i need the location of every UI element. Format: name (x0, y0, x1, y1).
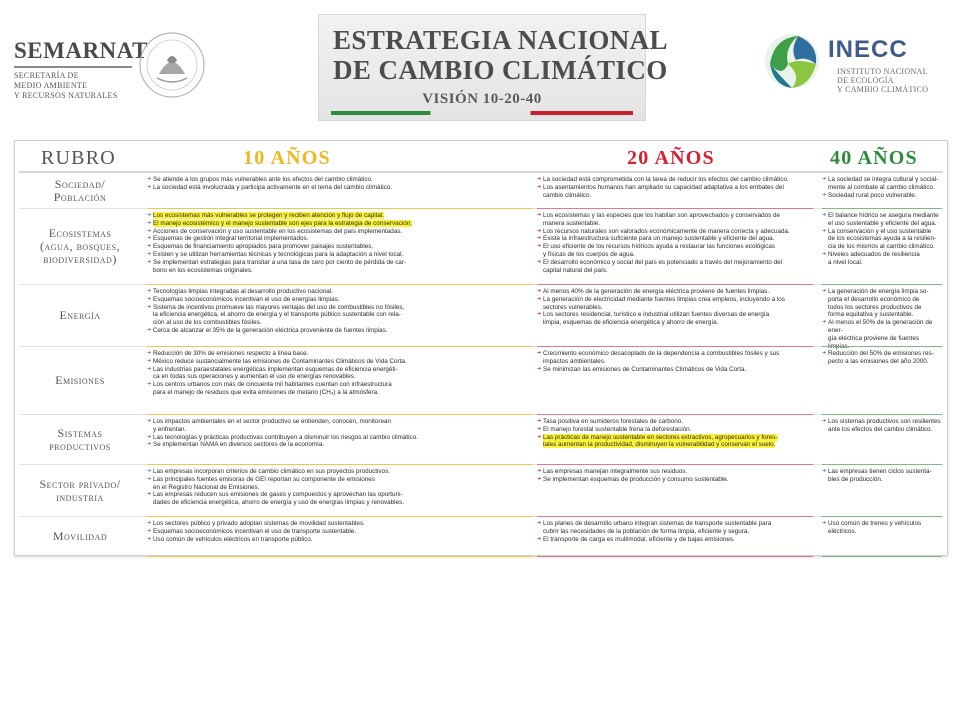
cell-40-years (822, 288, 942, 350)
row-rubro-label: Sector privado/ industria (39, 476, 121, 504)
list-item: ➜ Niveles adecuados de resiliencia a nivel local. (822, 251, 942, 267)
row-rubro-label: Emisiones (55, 373, 105, 387)
cell-40-years (822, 176, 942, 199)
table-row (19, 465, 943, 517)
list-item: ➜ Esquemas socioeconómicos incentivan el uso de transporte sustentable. (147, 528, 537, 536)
table-row (19, 285, 943, 347)
cell-10-years (147, 418, 537, 449)
list-item: ➜ El manejo ecosistémico y el manejo sustentable son ejes para la estrategia de conservación. (147, 220, 537, 228)
inecc-globe-icon (762, 30, 822, 92)
list-item: ➜ Cerca de alcanzar el 35% de la generación eléctrica proveniente de fuentes limpias. (147, 327, 537, 335)
table-body (19, 173, 943, 557)
semarnat-rule (14, 66, 132, 68)
list-item: ➜ Las empresas reducen sus emisiones de gases y compuestos y aprovechan las oportuni- dades de eficiencia energética, ahorro de energía y uso de energías limpias y renovables. (147, 491, 537, 507)
list-item: ➜ Las empresas tienen ciclos sustenta- bles de producción. (822, 468, 942, 484)
cell-40-years (822, 520, 942, 536)
semarnat-sub-2: MEDIO AMBIENTE (14, 81, 88, 90)
title-line-1: ESTRATEGIA NACIONAL (333, 25, 668, 55)
list-item: ➜ Crecimiento económico desacoplado de la dependencia a combustibles fósiles y sus impactos ambientales. (537, 350, 813, 366)
cell-40-years (822, 468, 942, 484)
cell-20-years (537, 520, 813, 543)
list-item: ➜ Se implementan esquemas de producción y consumo sustentable. (537, 476, 813, 484)
inecc-sub-2: DE ECOLOGÍA (837, 76, 894, 85)
list-item: ➜ Reducción del 50% de emisiones res- pecto a las emisiones del año 2000. (822, 350, 942, 366)
list-item: ➜ Se atiende a los grupos más vulnerables ante los efectos del cambio climático. (147, 176, 537, 184)
cell-divider (537, 556, 813, 557)
inecc-sub-1: INSTITUTO NACIONAL (837, 67, 928, 76)
table-row (19, 173, 943, 209)
row-rubro-label: Movilidad (52, 529, 108, 543)
list-item: ➜ Sistema de incentivos promueve las mayores ventajas del uso de combustibles no fósiles, la eficiencia energética, el ahorro de energía y el transporte público sustentable con rela- ción al uso de los combustibles fósiles. (147, 304, 537, 327)
list-item: ➜ Se implementan NAMA en diversos sectores de la economía. (147, 441, 537, 449)
list-item: ➜ Existen y se utilizan herramientas técnicas y tecnológicas para la adaptación a nivel local. (147, 251, 537, 259)
list-item: ➜ El transporte de carga es multimodal, eficiente y de bajas emisiones. (537, 536, 813, 544)
cell-20-years (537, 418, 813, 449)
list-item: ➜ Existe la infraestructura suficiente para un manejo sustentable y eficiente del agua. (537, 235, 813, 243)
table-row (19, 415, 943, 465)
col-header-10-years: 10 AÑOS (243, 147, 331, 169)
list-item: ➜ La generación de energía limpia so- porta el desarrollo económico de todos los sectores productivos de forma equitativa y sustentable. (822, 288, 942, 319)
list-item: ➜ Las empresas manejan integralmente sus residuos. (537, 468, 813, 476)
row-rubro-label: Ecosistemas (agua, bosques, biodiversidad) (39, 226, 121, 266)
row-rubro-label: Sociedad/ Población (53, 176, 107, 204)
title-box (318, 14, 668, 121)
cell-40-years (822, 418, 942, 434)
list-item: ➜ El desarrollo económico y social del país es potenciado a través del mejoramiento del capital natural del país. (537, 259, 813, 275)
semarnat-sub-1: SECRETARÍA DE (14, 71, 79, 80)
mexico-seal-icon (137, 30, 207, 100)
cell-10-years (147, 288, 537, 335)
list-item: ➜ Esquemas socioeconómicos incentivan el uso de energías limpias. (147, 296, 537, 304)
list-item: ➜ Al menos 40% de la generación de energía eléctrica proviene de fuentes limpias. (537, 288, 813, 296)
list-item: ➜ El balance hídrico se asegura mediante el uso sustentable y eficiente del agua. (822, 212, 942, 228)
cell-10-years (147, 520, 537, 543)
list-item: ➜ Las industrias paraestatales energéticas implementan esquemas de eficiencia energéti- ca en todas sus operaciones y aumentan el uso de energías renovables. (147, 366, 537, 382)
list-item: ➜ Los centros urbanos con más de cincuenta mil habitantes cuentan con infraestructura para el manejo de residuos que evita emisiones de metano (CH₄) a la atmósfera. (147, 381, 537, 397)
list-item: ➜ Los sectores residencial, turístico e industrial utilizan fuentes diversas de energía limpia, esquemas de eficiencia energética y ahorro de energía. (537, 311, 813, 327)
list-item: ➜ Las tecnologías y prácticas productivas contribuyen a disminuir los riesgos al cambio climático. (147, 434, 537, 442)
cell-divider (147, 556, 533, 557)
list-item: ➜ Las empresas incorporan criterios de cambio climático en sus proyectos productivos. (147, 468, 537, 476)
list-item: ➜ Los impactos ambientales en el sector productivo se entienden, conocen, monitorean y enfrentan. (147, 418, 537, 434)
cell-10-years (147, 176, 537, 192)
table-header-row (19, 145, 943, 173)
list-item: ➜ La conservación y el uso sustentable de los ecosistemas ayuda a la resilien- cia de los mismos al cambio climático. (822, 228, 942, 251)
list-item: ➜ Las principales fuentes emisoras de GEI reportan su componente de emisiones en el Registro Nacional de Emisiones. (147, 476, 537, 492)
semarnat-logo (14, 38, 148, 101)
row-rubro-label: Energía (59, 308, 101, 322)
col-header-40-years: 40 AÑOS (830, 147, 918, 169)
semarnat-name: SEMARNAT (14, 38, 148, 63)
list-item: ➜ La generación de electricidad mediante fuentes limpias crea empleos, incluyendo a los sectores vulnerables. (537, 296, 813, 312)
title-line-3: VISIÓN 10-20-40 (422, 91, 542, 107)
list-item: ➜ Se minimizan las emisiones de Contaminantes Climáticos de Vida Corta. (537, 366, 813, 374)
row-rubro-label: Sistemas productivos (49, 425, 111, 453)
cell-20-years (537, 176, 813, 199)
list-item: ➜ La sociedad se integra cultural y social- mente al combate al cambio climático. (822, 176, 942, 192)
cell-10-years (147, 468, 537, 507)
col-header-rubro: RUBRO (41, 147, 116, 169)
cell-40-years (822, 212, 942, 267)
cell-20-years (537, 468, 813, 484)
flag-stripe (331, 111, 633, 115)
list-item: ➜ Esquemas de financiamiento apropiados para promover paisajes sustentables. (147, 243, 537, 251)
title-line-2: DE CAMBIO CLIMÁTICO (333, 55, 668, 85)
list-item: ➜ Esquemas de gestión integral territorial implementados. (147, 235, 537, 243)
cell-divider (822, 556, 942, 557)
table-row (19, 517, 943, 557)
list-item: ➜ Los ecosistemas más vulnerables se protegen y reciben atención y flujo de capital. (147, 212, 537, 220)
list-item: ➜ Los asentamientos humanos han ampliado su capacidad adaptativa a los embates del cambio climático. (537, 184, 813, 200)
list-item: ➜ Se implementan estrategias para transitar a una tasa de cero por ciento de pérdida de car- bono en los ecosistemas originales. (147, 259, 537, 275)
list-item: ➜ La sociedad está involucrada y participa activamente en el tema del cambio climático. (147, 184, 537, 192)
list-item: ➜ Los recursos naturales son valorados económicamente de manera correcta y adecuada. (537, 228, 813, 236)
strategy-table-frame (14, 140, 948, 556)
cell-20-years (537, 350, 813, 373)
cell-10-years (147, 212, 537, 274)
list-item: ➜ El uso eficiente de los recursos hídricos ayuda a restaurar las funciones ecológicas y físicas de los cuerpos de agua. (537, 243, 813, 259)
list-item: ➜ La sociedad está comprometida con la tarea de reducir los efectos del cambio climático. (537, 176, 813, 184)
cell-10-years (147, 350, 537, 397)
list-item: ➜ Al menos el 50% de la generación de ener- gía eléctrica proviene de fuentes (822, 319, 942, 350)
list-item: ➜ El manejo forestal sustentable frena la deforestación. (537, 426, 813, 434)
list-item: ➜ Los planes de desarrollo urbano integran sistemas de transporte sustentable para cubrir las necesidades de la población de forma limpia, eficiente y segura. (537, 520, 813, 536)
list-item: ➜ Los ecosistemas y las especies que los habitan son aprovechados y conservados de manera sustentable. (537, 212, 813, 228)
inecc-name: INECC (828, 36, 908, 63)
list-item: ➜ Uso común de vehículos eléctricos en transporte público. (147, 536, 537, 544)
list-item: ➜ México reduce sustancialmente las emisiones de Contaminantes Climáticos de Vida Corta. (147, 358, 537, 366)
list-item: ➜ Uso común de trenes y vehículos eléctricos. (822, 520, 942, 536)
list-item: ➜ Los sistemas productivos son resilientes ante los efectos del cambio climático. (822, 418, 942, 434)
inecc-sub-3: Y CAMBIO CLIMÁTICO (837, 85, 929, 94)
table-row (19, 347, 943, 415)
cell-40-years (822, 350, 942, 366)
cell-20-years (537, 212, 813, 274)
list-item: ➜ Sociedad rural poco vulnerable. (822, 192, 942, 200)
list-item: ➜ Acciones de conservación y uso sustentable en los ecosistemas del país implementadas. (147, 228, 537, 236)
header (0, 0, 960, 135)
inecc-logo (762, 30, 952, 100)
list-item: ➜ Reducción de 30% de emisiones respecto a línea base. (147, 350, 537, 358)
col-header-20-years: 20 AÑOS (627, 147, 715, 169)
list-item: ➜ Las prácticas de manejo sustentable en sectores extractivos, agropecuarios y fores- tales aumentan la productividad, disminuyen la vulnerabilidad y conservan el suelo. (537, 434, 813, 450)
cell-20-years (537, 288, 813, 327)
table-row (19, 209, 943, 285)
list-item: ➜ Tasa positiva en sumideros forestales de carbono. (537, 418, 813, 426)
strategy-table (19, 145, 943, 557)
semarnat-sub-3: Y RECURSOS NATURALES (14, 91, 118, 100)
list-item: ➜ Tecnologías limpias integradas al desarrollo productivo nacional. (147, 288, 537, 296)
list-item: ➜ Los sectores público y privado adoptan sistemas de movilidad sustentables. (147, 520, 537, 528)
